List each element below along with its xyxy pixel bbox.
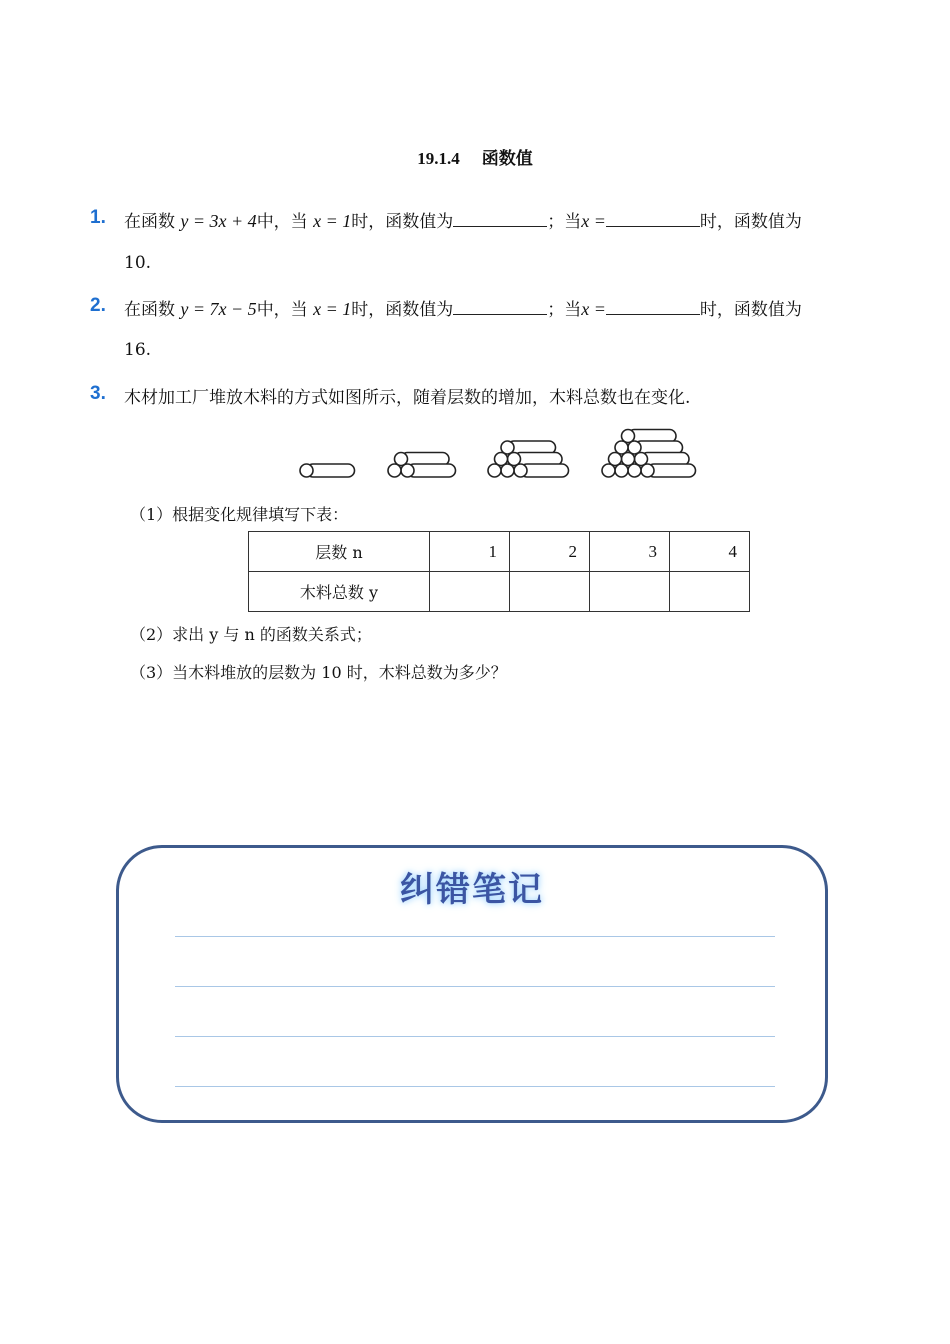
table-header-layers: 层数 n: [249, 532, 430, 572]
log-end: [628, 464, 641, 477]
log-end: [641, 464, 654, 477]
wood-stack-4: [602, 430, 696, 478]
question-2-number: 2.: [90, 295, 106, 316]
log-end: [501, 464, 514, 477]
q2-equation: y = 7x − 5: [180, 299, 257, 319]
question-1-number: 1.: [90, 207, 106, 228]
log-end: [300, 464, 313, 477]
q1-text-a: 在函数: [124, 212, 175, 232]
q2-text-c: 时，函数值为: [351, 300, 454, 320]
fill-table: [248, 531, 750, 612]
wood-stack-3: [488, 441, 569, 477]
question-2-line: [124, 295, 802, 320]
section-number: 19.1.4: [417, 149, 460, 168]
table-cell-n4: 4: [670, 532, 750, 572]
note-line[interactable]: [175, 1036, 775, 1037]
q1-equation: y = 3x + 4: [180, 211, 257, 231]
q1-text-d: ；当: [547, 212, 582, 232]
section-title: 函数值: [481, 149, 533, 168]
q1-text-e: 时，函数值为: [699, 212, 802, 232]
table-cell-n2: 2: [510, 532, 590, 572]
wood-stack-2: [388, 453, 456, 478]
wood-stack-figure: [296, 422, 716, 482]
subquestion-2: （2）求出 y 与 n 的函数关系式；: [130, 625, 372, 644]
error-notes-title: 纠错笔记: [400, 870, 544, 910]
table-row: [249, 572, 750, 612]
q1-text-c: 时，函数值为: [351, 212, 454, 232]
question-1-continuation: 10.: [124, 253, 152, 273]
note-line[interactable]: [175, 1086, 775, 1087]
q2-text-a: 在函数: [124, 300, 175, 320]
question-2-continuation: 16.: [124, 340, 152, 360]
table-cell-n1: 1: [430, 532, 510, 572]
question-1-line: [124, 207, 802, 232]
error-notes-box: [116, 845, 828, 1123]
log-end: [514, 464, 527, 477]
log-end: [388, 464, 401, 477]
q2-blank-2[interactable]: [606, 300, 700, 315]
table-cell-y2[interactable]: [510, 572, 590, 612]
subquestion-1: （1）根据变化规律填写下表：: [130, 505, 349, 524]
q1-blank-2[interactable]: [606, 212, 700, 227]
page-title: [0, 144, 950, 169]
table-header-total: 木料总数 y: [249, 572, 430, 612]
q1-x-eq: x =: [581, 211, 606, 231]
q2-blank-1[interactable]: [453, 300, 547, 315]
table-cell-y4[interactable]: [670, 572, 750, 612]
log-end: [488, 464, 501, 477]
question-3-number: 3.: [90, 383, 106, 404]
note-line[interactable]: [175, 936, 775, 937]
q2-text-e: 时，函数值为: [699, 300, 802, 320]
log-end: [615, 464, 628, 477]
subquestion-3: （3）当木料堆放的层数为 10 时，木料总数为多少？: [130, 663, 507, 682]
q1-blank-1[interactable]: [453, 212, 547, 227]
log-end: [602, 464, 615, 477]
table-cell-n3: 3: [590, 532, 670, 572]
table-cell-y3[interactable]: [590, 572, 670, 612]
wood-stack-1: [300, 464, 355, 477]
question-3-text: 木材加工厂堆放木料的方式如图所示，随着层数的增加，木料总数也在变化.: [124, 388, 691, 408]
q2-condition: x = 1: [313, 299, 352, 319]
q1-condition: x = 1: [313, 211, 352, 231]
q1-text-b: 中，当: [256, 212, 308, 232]
log-end: [401, 464, 414, 477]
note-line[interactable]: [175, 986, 775, 987]
q2-text-b: 中，当: [256, 300, 308, 320]
q2-text-d: ；当: [547, 300, 582, 320]
q2-x-eq: x =: [581, 299, 606, 319]
table-cell-y1[interactable]: [430, 572, 510, 612]
table-row: [249, 532, 750, 572]
